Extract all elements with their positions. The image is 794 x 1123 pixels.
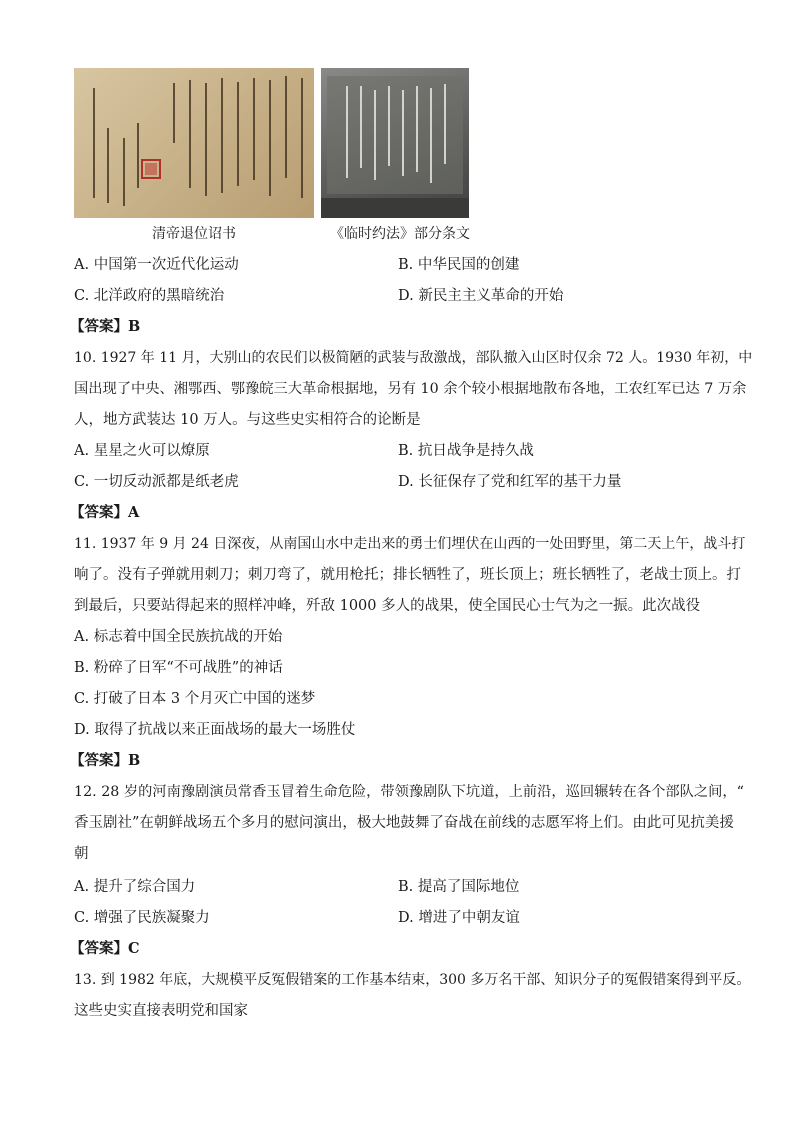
constitution-illustration [321,68,469,218]
q9-option-a: A. 中国第一次近代化运动 [74,257,239,273]
figure-caption-constitution: 《临时约法》部分条文 [330,226,470,242]
q9-option-d: D. 新民主主义革命的开始 [398,288,564,304]
q11-option-d: D. 取得了抗战以来正面战场的最大一场胜仗 [74,722,356,738]
q9-option-b: B. 中华民国的创建 [398,257,520,273]
q11-answer: 【答案】B [70,752,141,769]
q10-stem-line-2: 国出现了中央、湘鄂西、鄂豫皖三大革命根据地，另有 10 余个较小根据地散布各地，工农红军已达 7 万余 [74,381,747,397]
provisional-constitution-image [321,68,469,218]
q11-option-a: A. 标志着中国全民族抗战的开始 [74,629,283,645]
q9-option-c: C. 北洋政府的黑暗统治 [74,288,225,304]
q12-stem-line-1: 12. 28 岁的河南豫剧演员常香玉冒着生命危险，带领豫剧队下坑道，上前沿，巡回辗转在各个部队之间，“ [74,784,744,800]
q11-stem-line-2: 响了。没有子弹就用刺刀；刺刀弯了，就用枪托；排长牺牲了，班长顶上；班长牺牲了，老战士顶上。打 [74,567,741,583]
q13-stem-line-2: 这些史实直接表明党和国家 [74,1003,248,1019]
q12-stem-line-2: 香玉剧社”在朝鲜战场五个多月的慰问演出，极大地鼓舞了奋战在前线的志愿军将上们。由此可见抗美援 [74,815,734,831]
edict-illustration [74,68,314,218]
q9-answer: 【答案】B [70,318,141,335]
qing-abdication-edict-image [74,68,314,218]
q11-stem-line-3: 到最后，只要站得起来的照样冲峰，歼敌 1000 多人的战果，使全国民心士气为之一振。此次战役 [74,598,701,614]
q10-answer: 【答案】A [70,504,140,521]
q10-option-a: A. 星星之火可以燎原 [74,443,210,459]
q11-option-c: C. 打破了日本 3 个月灭亡中国的迷梦 [74,691,316,707]
q12-answer: 【答案】C [70,940,140,957]
q12-stem-line-3: 朝 [74,846,89,862]
q10-option-d: D. 长征保存了党和红军的基干力量 [398,474,622,490]
q12-option-d: D. 增进了中朝友谊 [398,910,520,926]
q12-option-c: C. 增强了民族凝聚力 [74,910,210,926]
q11-stem-line-1: 11. 1937 年 9 月 24 日深夜，从南国山水中走出来的勇士们埋伏在山西的一处田野里，第二天上午，战斗打 [74,536,746,552]
q11-option-b: B. 粉碎了日军“不可战胜”的神话 [74,660,283,676]
q10-stem-line-3: 人，地方武装达 10 万人。与这些史实相符合的论断是 [74,412,421,428]
figure-caption-edict: 清帝退位诏书 [152,226,236,242]
q12-option-a: A. 提升了综合国力 [74,879,196,895]
q10-option-c: C. 一切反动派都是纸老虎 [74,474,239,490]
q13-stem-line-1: 13. 到 1982 年底，大规模平反冤假错案的工作基本结束，300 多万名干部、知识分子的冤假错案得到平反。 [74,972,751,988]
q10-stem-line-1: 10. 1927 年 11 月，大别山的农民们以极简陋的武装与敌激战，部队撤入山区时仅余 72 人。1930 年初，中 [74,350,753,366]
q12-option-b: B. 提高了国际地位 [398,879,520,895]
q10-option-b: B. 抗日战争是持久战 [398,443,534,459]
